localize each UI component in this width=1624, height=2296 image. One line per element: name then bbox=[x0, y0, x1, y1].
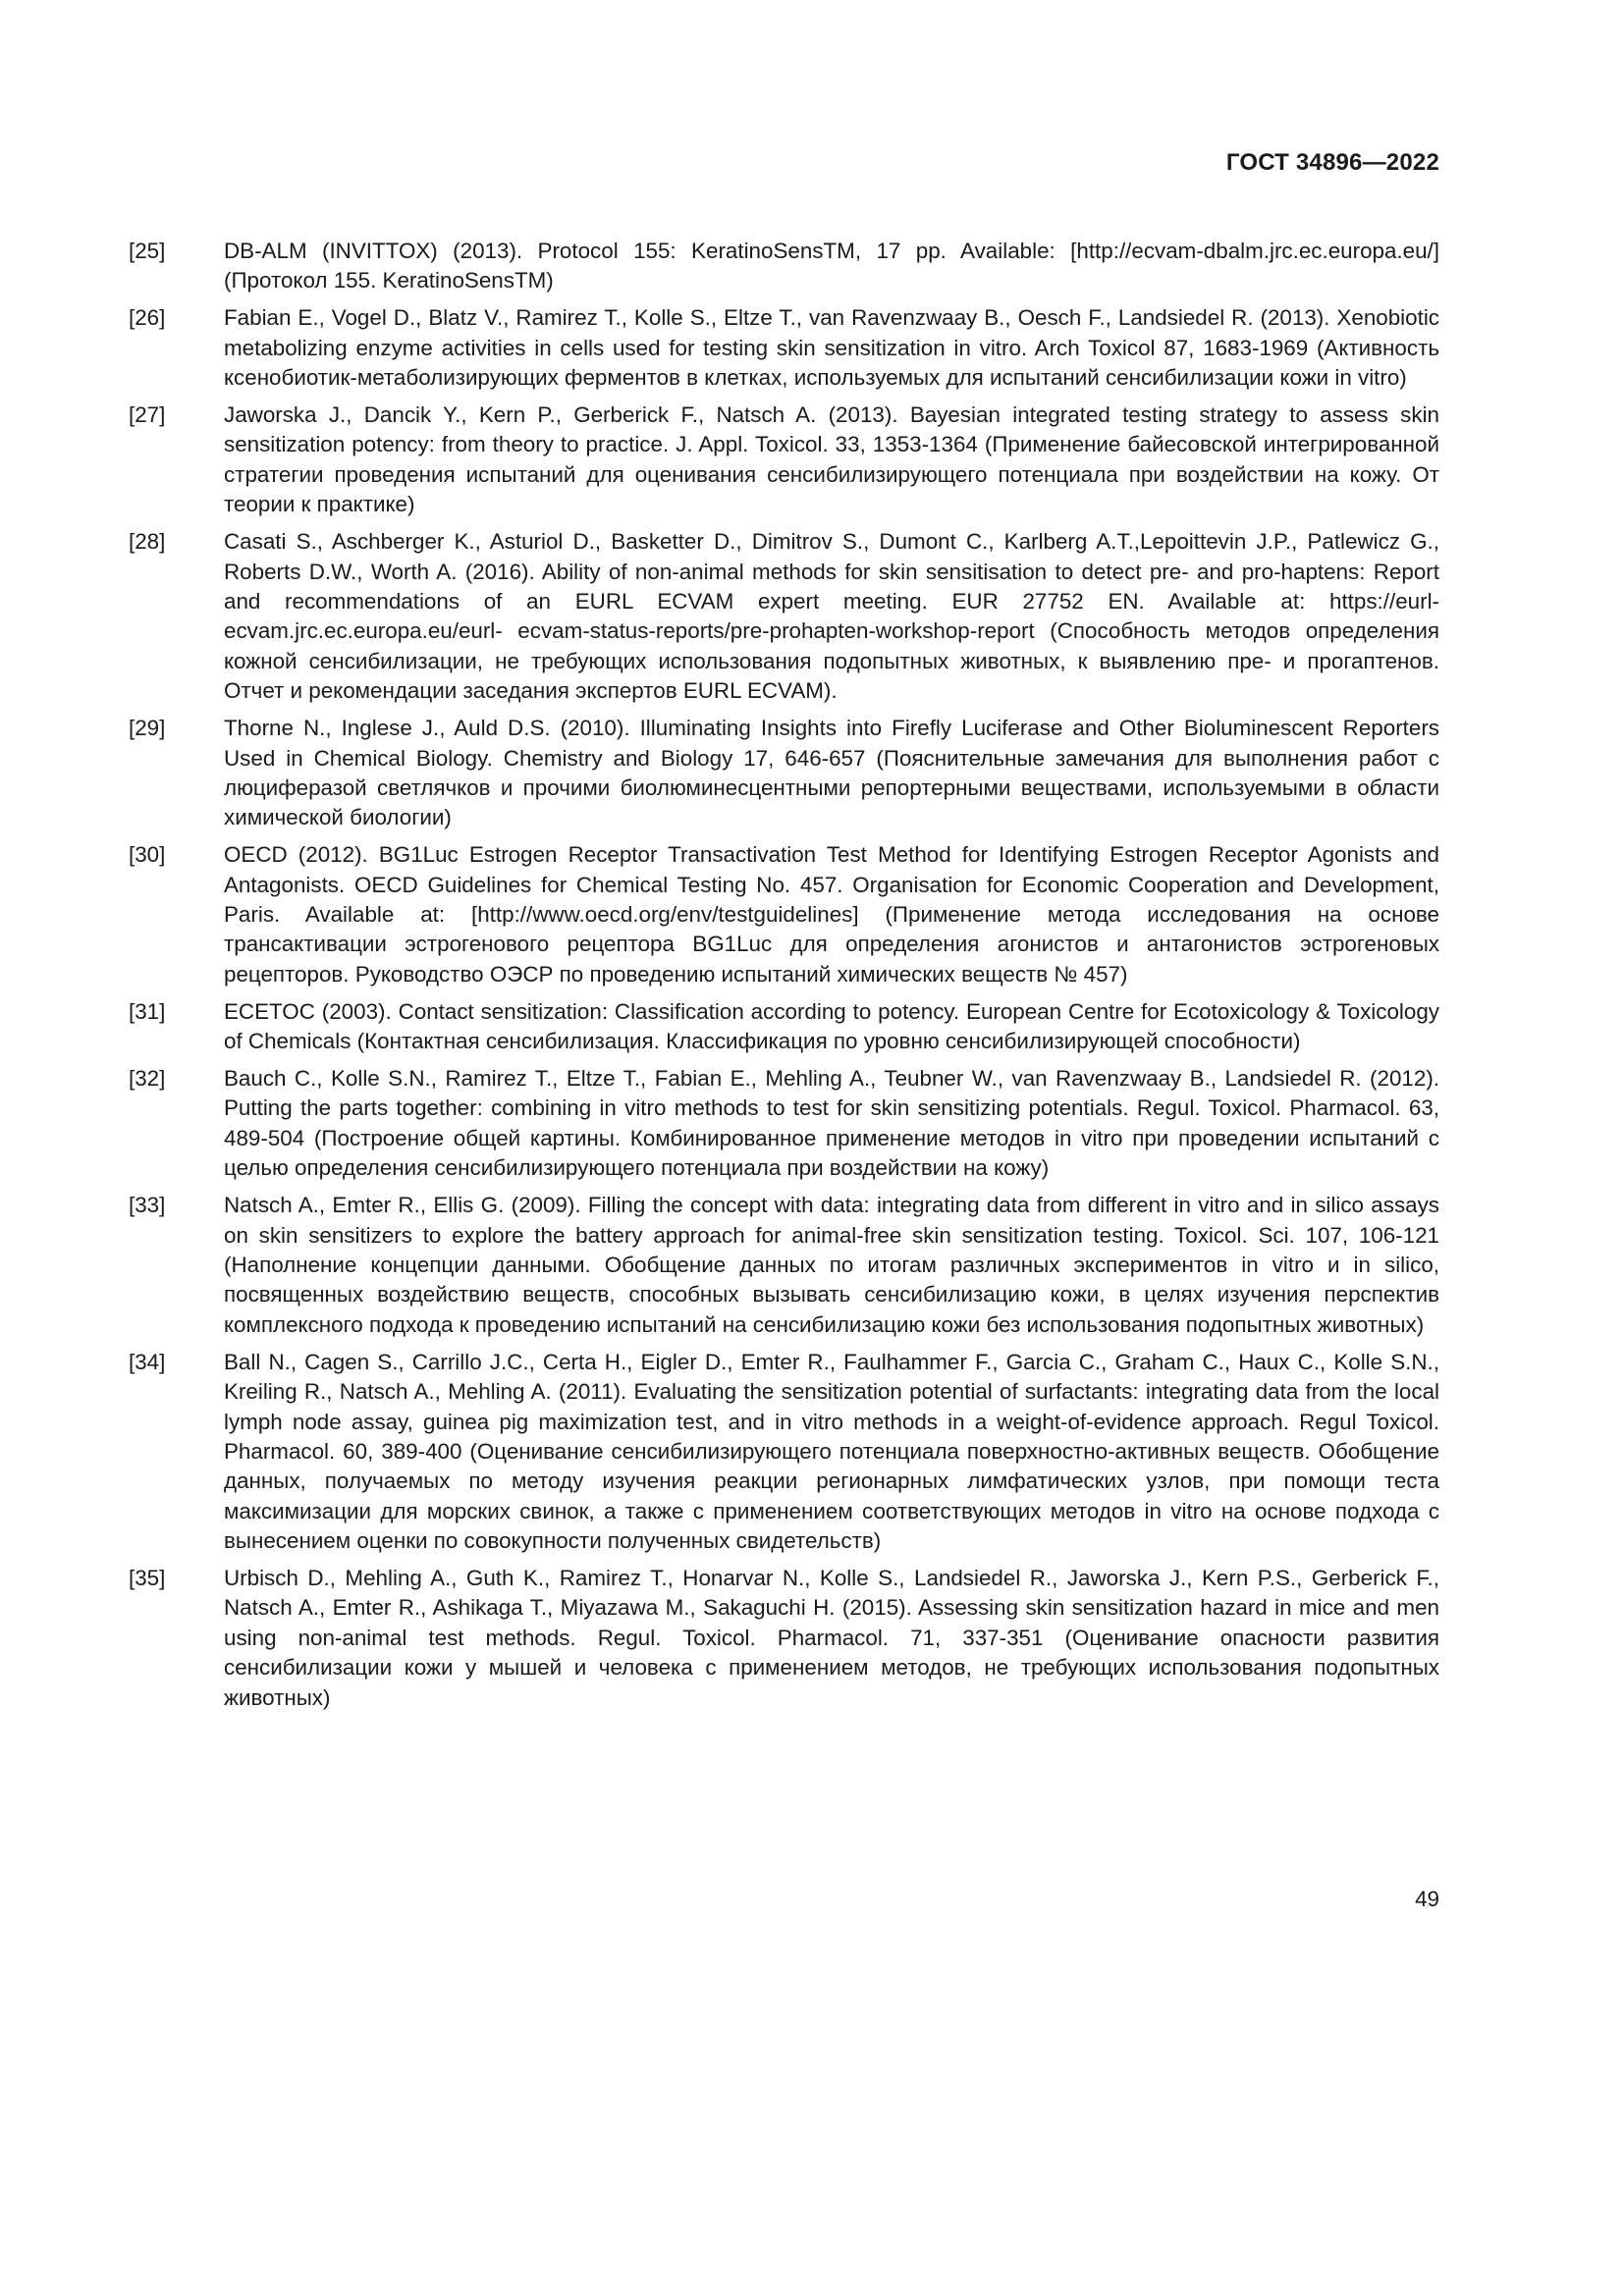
page-number: 49 bbox=[1415, 1887, 1439, 1911]
reference-item bbox=[129, 527, 1439, 706]
reference-list bbox=[129, 237, 1439, 1721]
reference-number: [27] bbox=[129, 402, 166, 428]
reference-number: [28] bbox=[129, 529, 166, 555]
reference-number: [32] bbox=[129, 1066, 166, 1092]
reference-item bbox=[129, 840, 1439, 989]
reference-item bbox=[129, 1348, 1439, 1557]
reference-item bbox=[129, 237, 1439, 296]
reference-number: [26] bbox=[129, 305, 166, 331]
reference-text: Urbisch D., Mehling A., Guth K., Ramirez T., Honarvar N., Kolle S., Landsiedel R., Jaworska J., Kern P.S., Gerberick F., Natsch A., Emter R., Ashikaga T., Miyazawa M., Sakaguchi H. (2015). Assessing skin sensitization hazard in mice and men using non-animal test methods. Regul. Toxicol. Pharmacol. 71, 337-351 (Оценивание опасности развития сенсибилизации кожи у мышей и человека с применением методов, не требующих использования подопытных животных) bbox=[224, 1566, 1439, 1710]
standard-code-header: ГОСТ 34896—2022 bbox=[1225, 149, 1439, 176]
reference-number: [29] bbox=[129, 716, 166, 741]
reference-item bbox=[129, 714, 1439, 833]
reference-number: [25] bbox=[129, 239, 166, 263]
reference-text: DB-ALM (INVITTOX) (2013). Protocol 155: KeratinoSensTM, 17 pp. Available: [http://ecvam-dbalm.jrc.ec.europa.eu/] (Протокол 155. KeratinoSensTM) bbox=[224, 239, 1439, 294]
reference-text: Fabian E., Vogel D., Blatz V., Ramirez T., Kolle S., Eltze T., van Ravenzwaay B., Oesch F., Landsiedel R. (2013). Xenobiotic metabolizing enzyme activities in cells used for testing skin sensitization in vitro. Arch Toxicol 87, 1683-1969 (Активность ксенобиотик-метаболизирующих ферментов в клетках, используемых для испытаний сенсибилизации кожи in vitro) bbox=[224, 305, 1439, 391]
reference-item bbox=[129, 1191, 1439, 1340]
reference-item bbox=[129, 400, 1439, 520]
reference-text: Natsch A., Emter R., Ellis G. (2009). Filling the concept with data: integrating data from different in vitro and in silico assays on skin sensitizers to explore the battery approach for animal-free skin sensitization testing. Toxicol. Sci. 107, 106-121 (Наполнение концепции данными. Обобщение данных по итогам различных экспериментов in vitro и in silico, посвященных воздействию веществ, способных вызывать сенсибилизацию кожи, в целях изучения перспектив комплексного подхода к проведению испытаний на сенсибилизацию кожи без использования подопытных животных) bbox=[224, 1193, 1439, 1337]
reference-number: [31] bbox=[129, 998, 166, 1024]
reference-item bbox=[129, 1564, 1439, 1713]
reference-text: Ball N., Cagen S., Carrillo J.C., Certa H., Eigler D., Emter R., Faulhammer F., Garcia C., Graham C., Haux C., Kolle S.N., Kreiling R., Natsch A., Mehling A. (2011). Evaluating the sensitization potential of surfactants: integrating data from the local lymph node assay, guinea pig maximization test, and in vitro methods in a weight-of-evidence approach. Regul Toxicol. Pharmacol. 60, 389-400 (Оценивание сенсибилизирующего потенциала поверхностно-активных веществ. Обобщение данных, получаемых по методу изучения реакции регионарных лимфатических узлов, при помощи теста максимизации для морских свинок, а также с применением соответствующих методов in vitro на основе подхода с вынесением оценки по совокупности полученных свидетельств) bbox=[224, 1349, 1439, 1554]
reference-item bbox=[129, 303, 1439, 393]
reference-text: ECETOC (2003). Contact sensitization: Classification according to potency. European Centre for Ecotoxicology & Toxicology of Chemicals (Контактная сенсибилизация. Классификация по уровню сенсибилизирующей способности) bbox=[224, 998, 1439, 1054]
reference-number: [30] bbox=[129, 842, 166, 868]
reference-number: [34] bbox=[129, 1349, 166, 1374]
reference-number: [35] bbox=[129, 1566, 166, 1591]
reference-item bbox=[129, 1064, 1439, 1184]
reference-text: Casati S., Aschberger K., Asturiol D., Basketter D., Dimitrov S., Dumont C., Karlberg A.T.,Lepoittevin J.P., Patlewicz G., Roberts D.W., Worth A. (2016). Ability of non-animal methods for skin sensitisation to detect pre- and pro-haptens: Report and recommendations of an EURL ECVAM expert meeting. EUR 27752 EN. Available at: https://eurl-ecvam.jrc.ec.europa.eu/eurl- ecvam-status-reports/pre-prohapten-workshop-report (Способность методов определения кожной сенсибилизации, не требующих использования подопытных животных, к выявлению пре- и прогаптенов. Отчет и рекомендации заседания экспертов EURL ECVAM). bbox=[224, 529, 1439, 704]
reference-item bbox=[129, 997, 1439, 1057]
reference-text: OECD (2012). BG1Luc Estrogen Receptor Transactivation Test Method for Identifying Estrogen Receptor Agonists and Antagonists. OECD Guidelines for Chemical Testing No. 457. Organisation for Economic Cooperation and Development, Paris. Available at: [http://www.oecd.org/env/testguidelines] (Применение метода исследования на основе трансактивации эстрогенового рецептора BG1Luc для определения агонистов и антагонистов эстрогеновых рецепторов. Руководство ОЭСР по проведению испытаний химических веществ № 457) bbox=[224, 842, 1439, 987]
reference-text: Thorne N., Inglese J., Auld D.S. (2010). Illuminating Insights into Firefly Luciferase and Other Bioluminescent Reporters Used in Chemical Biology. Chemistry and Biology 17, 646-657 (Пояснительные замечания для выполнения работ с люциферазой светлячков и прочими биолюминесцентными репортерными веществами, используемыми в области химической биологии) bbox=[224, 716, 1439, 830]
reference-text: Jaworska J., Dancik Y., Kern P., Gerberick F., Natsch A. (2013). Bayesian integrated testing strategy to assess skin sensitization potency: from theory to practice. J. Appl. Toxicol. 33, 1353-1364 (Применение байесовской интегрированной стратегии проведения испытаний для оценивания сенсибилизирующего потенциала при воздействии на кожу. От теории к практике) bbox=[224, 402, 1439, 517]
reference-number: [33] bbox=[129, 1193, 166, 1218]
reference-text: Bauch C., Kolle S.N., Ramirez T., Eltze T., Fabian E., Mehling A., Teubner W., van Ravenzwaay B., Landsiedel R. (2012). Putting the parts together: combining in vitro methods to test for skin sensitizing potentials. Regul. Toxicol. Pharmacol. 63, 489-504 (Построение общей картины. Комбинированное применение методов in vitro при проведении испытаний с целью определения сенсибилизирующего потенциала при воздействии на кожу) bbox=[224, 1066, 1439, 1181]
